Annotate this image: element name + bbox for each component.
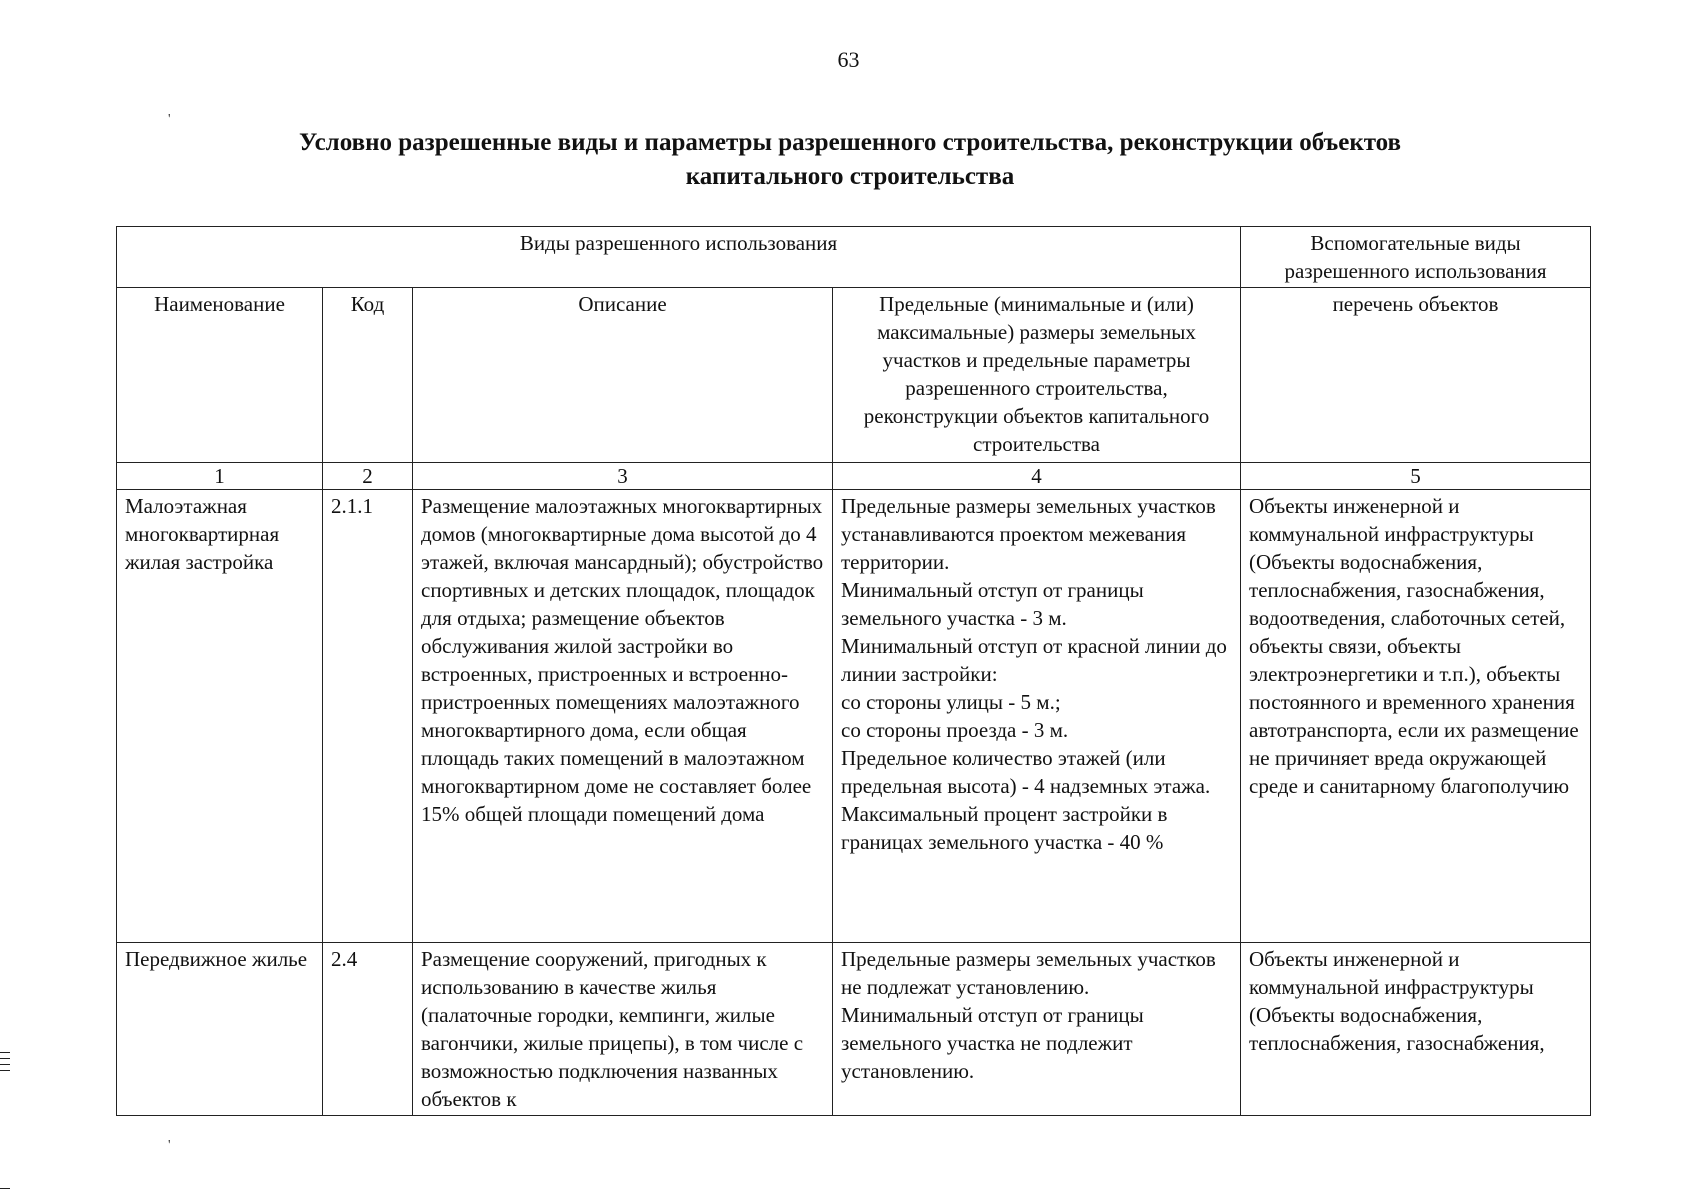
use-limits-cell: Предельные размеры земельных участков устанавливаются проектом межевания территории. Минимальный отступ от границы земельного участка - 3 м. Минимальный отступ от красной линии до линии застройки: со стороны улицы - 5 м.; со стороны проезда - 3 м. Предельное количество этажей (или предельная высота) - 4 надземных этажа. Максимальный процент застройки в границах земельного участка - 40 % (833, 490, 1241, 943)
document-title-line-2: капитального строительства (685, 163, 1015, 190)
use-description-cell: Размещение малоэтажных многоквартирных домов (многоквартирные дома высотой до 4 этажей, включая мансардный); обустройство спортивных и детских площадок, площадок для отдыха; размещение объектов обслуживания жилой застройки во встроенных, пристроенных и встроенно-пристроенных помещениях малоэтажного многоквартирного дома, если общая площадь таких помещений в малоэтажном многоквартирном доме не составляет более 15% общей площади помещений дома (413, 490, 833, 943)
use-code-cell: 2.4 (323, 943, 413, 1116)
table-row (117, 943, 1591, 1116)
document-title (160, 126, 1540, 194)
document-title-line-1: Условно разрешенные виды и параметры разрешенного строительства, реконструкции объектов (298, 129, 1402, 156)
use-code-cell: 2.1.1 (323, 490, 413, 943)
land-use-table (116, 226, 1591, 1116)
column-number: 5 (1241, 463, 1591, 490)
scan-speck: ' (168, 112, 171, 127)
column-header-object-list: перечень объектов (1241, 288, 1591, 463)
group-header-auxiliary-uses: Вспомогательные виды разрешенного использования (1241, 227, 1591, 288)
group-header-permitted-uses: Виды разрешенного использования (117, 227, 1241, 288)
column-header-name: Наименование (117, 288, 323, 463)
column-number: 2 (323, 463, 413, 490)
column-number-row (117, 463, 1591, 490)
use-name-cell: Передвижное жилье (117, 943, 323, 1116)
page-number: 63 (837, 47, 860, 72)
use-description-cell: Размещение сооружений, пригодных к использованию в качестве жилья (палаточные городки, кемпинги, жилые вагончики, жилые прицепы), в том числе с возможностью подключения названных объектов к (413, 943, 833, 1116)
margin-tick (0, 1188, 10, 1189)
column-number: 3 (413, 463, 833, 490)
column-number: 4 (833, 463, 1241, 490)
column-header-code: Код (323, 288, 413, 463)
auxiliary-objects-cell: Объекты инженерной и коммунальной инфраструктуры (Объекты водоснабжения, теплоснабжения, газоснабжения, водоотведения, слаботочных сетей, объекты связи, объекты электроэнергетики и т.п.), объекты постоянного и временного хранения автотранспорта, если их размещение не причиняет вреда окружающей среде и санитарному благополучию (1241, 490, 1591, 943)
table-group-header-row (117, 227, 1591, 288)
use-name-cell: Малоэтажная многоквартирная жилая застройка (117, 490, 323, 943)
margin-ticks (0, 1052, 10, 1076)
table-row (117, 490, 1591, 943)
auxiliary-objects-cell: Объекты инженерной и коммунальной инфраструктуры (Объекты водоснабжения, теплоснабжения, газоснабжения, (1241, 943, 1591, 1116)
column-header-limits: Предельные (минимальные и (или) максимальные) размеры земельных участков и предельные параметры разрешенного строительства, реконструкции объектов капитального строительства (833, 288, 1241, 463)
use-limits-cell: Предельные размеры земельных участков не подлежат установлению. Минимальный отступ от границы земельного участка не подлежит установлению. (833, 943, 1241, 1116)
table-column-header-row (117, 288, 1591, 463)
column-number: 1 (117, 463, 323, 490)
scan-speck: ' (168, 1138, 171, 1153)
column-header-description: Описание (413, 288, 833, 463)
